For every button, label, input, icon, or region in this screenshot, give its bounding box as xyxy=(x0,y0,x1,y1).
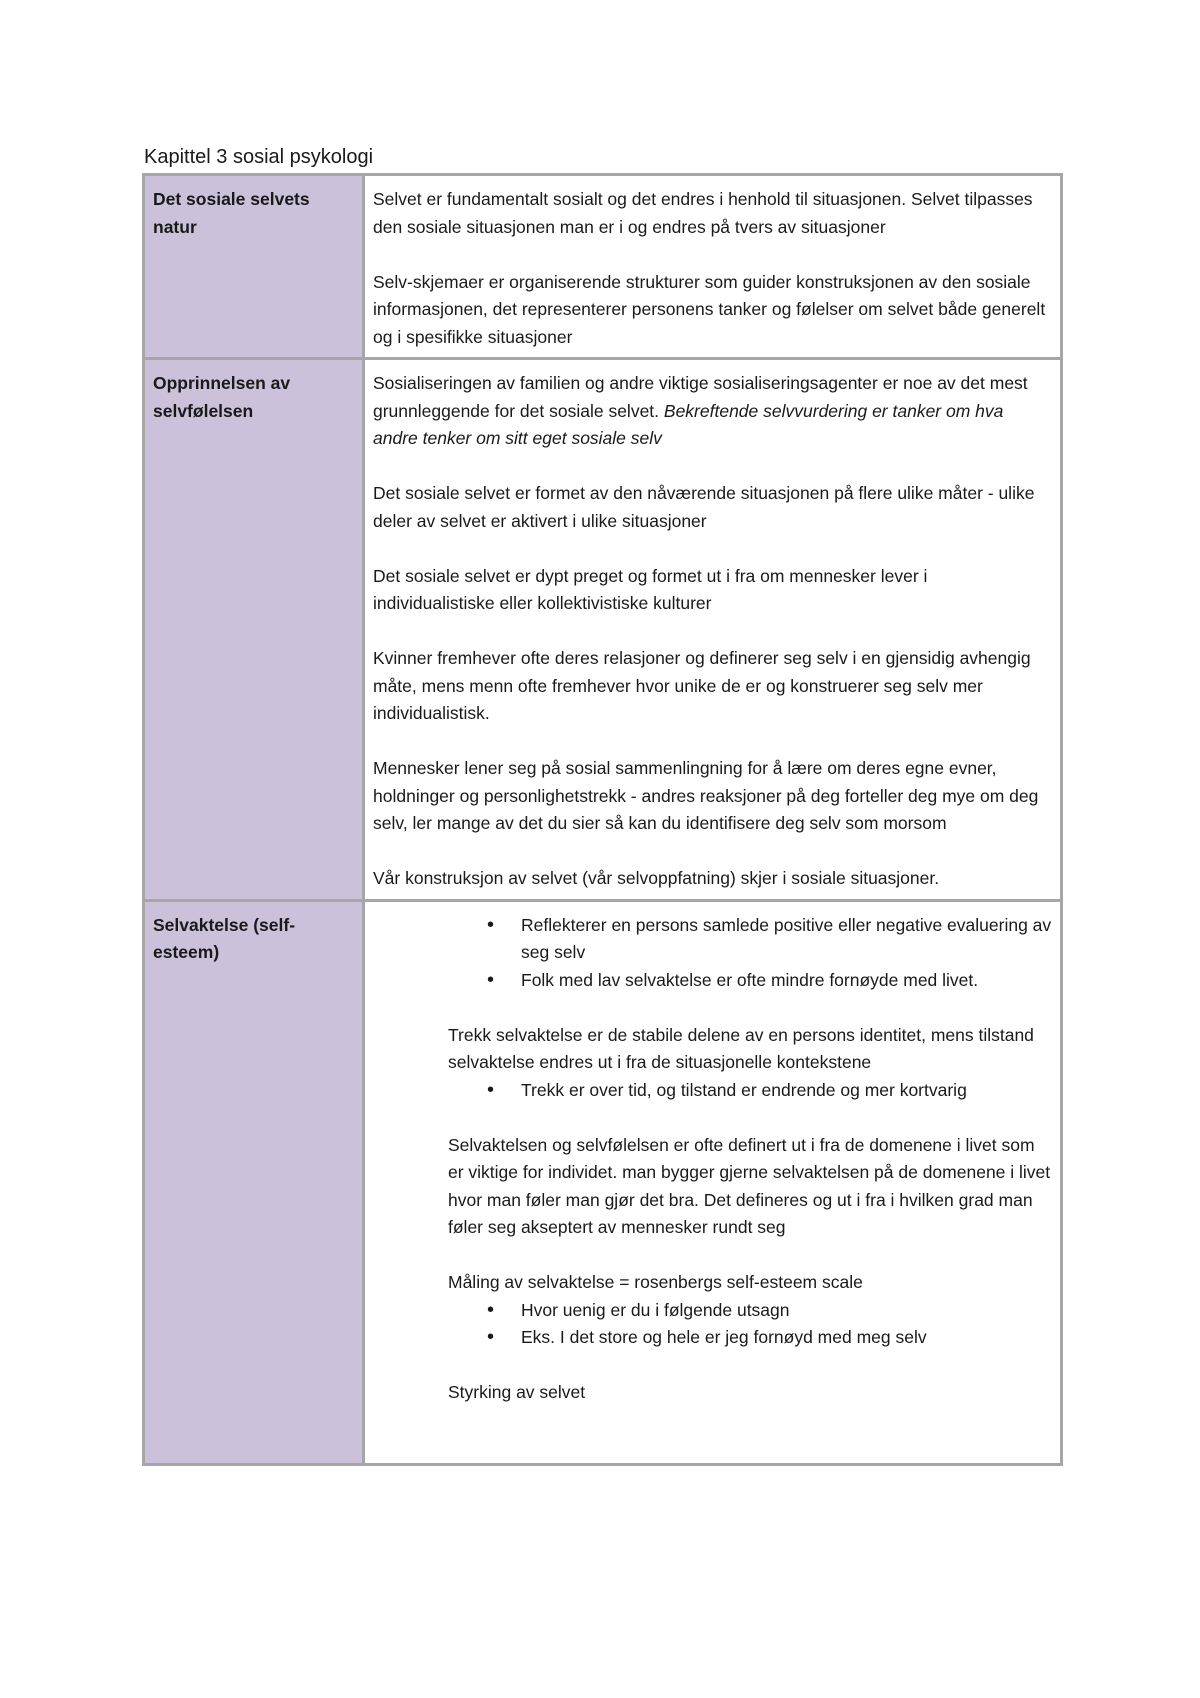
row-content xyxy=(364,175,1062,359)
row-label: Det sosiale selvets natur xyxy=(144,175,364,359)
notes-table xyxy=(142,173,1063,1466)
paragraph: Styrking av selvet xyxy=(448,1382,586,1402)
row-content xyxy=(364,359,1062,901)
list-item: • Folk med lav selvaktelse er ofte mindre fornøyde med livet. xyxy=(521,967,1052,995)
paragraph-text: Sosialiseringen av familien og andre viktige sosialiseringsagenter er noe av det mest grunnleggende for det sosiale selvet. xyxy=(373,373,1028,421)
bullet-list xyxy=(521,1297,1052,1352)
paragraph: Selv-skjemaer er organiserende strukturer som guider konstruksjonen av den sosiale informasjonen, det representerer personens tanker og følelser om selvet både generelt og i spesifikke situasjoner xyxy=(373,271,1046,347)
row-content xyxy=(364,900,1062,1464)
list-item: • Eks. I det store og hele er jeg fornøyd med meg selv xyxy=(521,1324,1052,1352)
row-label: Opprinnelsen av selvfølelsen xyxy=(144,359,364,901)
table-row xyxy=(144,359,1062,901)
paragraph: Kvinner fremhever ofte deres relasjoner og definerer seg selv i en gjensidig avhengig måte, mens menn ofte fremhever hvor unike de er og konstruerer seg selv mer individualistisk. xyxy=(373,648,1031,723)
document-title: Kapittel 3 sosial psykologi xyxy=(144,146,374,168)
bullet-list xyxy=(521,912,1052,995)
paragraph: Selvet er fundamentalt sosialt og det endres i henhold til situasjonen. Selvet tilpasses den sosiale situasjonen man er i og endres på tvers av situasjoner xyxy=(373,189,1033,237)
table-row xyxy=(144,900,1062,1464)
table-row xyxy=(144,175,1062,359)
paragraph xyxy=(373,370,1052,453)
paragraph: Måling av selvaktelse = rosenbergs self-esteem scale xyxy=(448,1272,863,1292)
paragraph: Mennesker lener seg på sosial sammenlingning for å lære om deres egne evner, holdninger og personlighetstrekk - andres reaksjoner på deg forteller deg mye om deg selv, ler mange av det du sier så kan du identifisere deg selv som morsom xyxy=(373,758,1039,833)
row-label: Selvaktelse (self-esteem) xyxy=(144,900,364,1464)
paragraph: Vår konstruksjon av selvet (vår selvoppfatning) skjer i sosiale situasjoner. xyxy=(373,868,940,888)
paragraph: Det sosiale selvet er dypt preget og formet ut i fra om mennesker lever i individualistiske eller kollektivistiske kulturer xyxy=(373,565,928,613)
list-item: • Trekk er over tid, og tilstand er endrende og mer kortvarig xyxy=(521,1077,1052,1105)
paragraph: Det sosiale selvet er formet av den nåværende situasjonen på flere ulike måter - ulike deler av selvet er aktivert i ulike situasjoner xyxy=(373,483,1035,531)
italic-text: Bekreftende selvvurdering er tanker om hva andre tenker om sitt eget sosiale selv xyxy=(373,400,1004,448)
paragraph: Selvaktelsen og selvfølelsen er ofte definert ut i fra de domenene i livet som er viktige for individet. man bygger gjerne selvaktelsen på de domenene i livet hvor man føler man gjør det bra. Det defineres og ut i fra i hvilken grad man føler seg akseptert av mennesker rundt seg xyxy=(448,1134,1051,1237)
bullet-list xyxy=(521,1077,1052,1105)
paragraph: Trekk selvaktelse er de stabile delene av en persons identitet, mens tilstand selvaktelse endres ut i fra de situasjonelle kontekstene xyxy=(448,1024,1034,1072)
list-item: • Reflekterer en persons samlede positive eller negative evaluering av seg selv xyxy=(521,912,1052,967)
list-item: • Hvor uenig er du i følgende utsagn xyxy=(521,1297,1052,1325)
